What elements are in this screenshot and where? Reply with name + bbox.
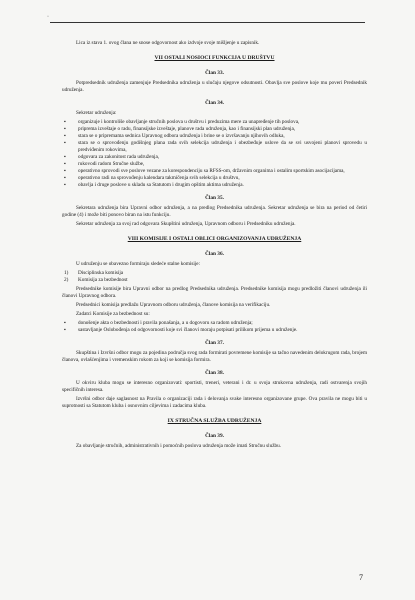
section-heading: VIII KOMISIJE I OSTALI OBLICI ORGANIZOVANJA UDRUŽENJA bbox=[127, 236, 302, 242]
paragraph: Za obavljanje stručnih, administrativnih i pomoćnih poslova udruženja može imati Stručnu službu. bbox=[76, 443, 282, 449]
bullet-item: ▪ stara se o sprovođenju godišnjeg plana rada svih selekcija udruženja i obezbeđuje uslove da se svi usvojeni planovi sprovedu u predviđenim rokovima, bbox=[62, 140, 367, 154]
document-body bbox=[62, 40, 367, 452]
item-number: 1) bbox=[64, 270, 69, 276]
numbered-item bbox=[62, 270, 367, 277]
paragraph: Sekretar udruženja: bbox=[76, 110, 117, 116]
paragraph: Predsednike komisije bira Upravni odbor na predlog Predsednika udruženja. Predsednike komisija mogu predložiti članovi udruženja ili članovi Upravnog odbora. bbox=[62, 286, 367, 299]
bullet-item: ▪ stara se o pripremama sednica Upravnog odbora udruženja i brine se o izvršavanju njihovih odluka, bbox=[62, 133, 367, 140]
numbered-list bbox=[62, 270, 367, 284]
paragraph: Skupština i Izvršni odbor mogu za pojedina područja svog rada formirati povremene komisije sa tačno navedenim delokrugom rada, brojem članova, ovlašćenjima i vremenskim rokom za koji se komisija formira. bbox=[62, 350, 367, 363]
bullet-list bbox=[62, 320, 367, 334]
article-heading: Član 36. bbox=[205, 251, 224, 257]
paragraph: Zadatci Komisije za bezbednost su: bbox=[76, 311, 150, 317]
top-mark: · bbox=[47, 14, 49, 20]
bullet-item: ▪ rukovodi radom Stručne službe, bbox=[62, 161, 367, 168]
item-number: 2) bbox=[64, 277, 69, 283]
paragraph: U udruženju se obavezno formiraju sledeće stalne komisije: bbox=[76, 261, 201, 267]
bullet-item: ▪ obavlja i druge poslove u skladu sa Statutom i drugim opštim aktima udruženja. bbox=[62, 182, 367, 189]
article-heading: Član 33. bbox=[205, 70, 224, 76]
page-number: 7 bbox=[359, 573, 363, 582]
article-heading: Član 37. bbox=[205, 340, 224, 346]
bullet-item: ▪ organizuje i kontroliše obavljanje stručnih poslova u društvu i preduzima mere za unapređenje tih poslova, bbox=[62, 119, 367, 126]
section-heading: IX STRUČNA SLUŽBA UDRUŽENJA bbox=[167, 418, 262, 424]
article-heading: Član 39. bbox=[205, 433, 224, 439]
bullet-item: ▪ operativno radi na sprovođenju kalendara takmičenja svih selekcija u društvu, bbox=[62, 175, 367, 182]
item-text: Disciplinska komisija bbox=[78, 270, 124, 276]
article-heading: Član 35. bbox=[205, 195, 224, 201]
paragraph: Izvršni odbor daje saglasnost na Pravila o organizaciji rada i delovanja svake interesno organizovane grupe. Ova pravila ne mogu biti u suprotnosti sa Statutom kluba i osnovnim ciljevima i zadacima kluba. bbox=[62, 396, 367, 409]
bullet-item: ▪ operativno sprovodi sve poslove vezane za korespondenciju sa RFSS-om, državnim organima i ostalim sportskim asocijacijama, bbox=[62, 168, 367, 175]
item-text: Komisija za bezbednost bbox=[78, 277, 128, 283]
header-rule bbox=[50, 22, 365, 23]
bullet-item: ▪ sastavljanje Oslobođenja od odgovornosti koje svi članovi moraju potpisati prilikom prijema u udruženje. bbox=[62, 327, 367, 334]
article-heading: Član 38. bbox=[205, 370, 224, 376]
section-heading: VII OSTALI NOSIOCI FUNKCIJA U DRUŠTVU bbox=[154, 55, 275, 61]
paragraph: Lica iz stava 1. ovog člana ne snose odgovornost ako izdvoje svoje mišljenje u zapisnik. bbox=[76, 40, 260, 46]
article-heading: Član 34. bbox=[205, 100, 224, 106]
bullet-item: ▪ donošenje akta o bezbednosti i pravila ponašanja, a u dogovoru sa radom udruženja; bbox=[62, 320, 367, 327]
numbered-item bbox=[62, 277, 367, 284]
paragraph: Sekretara udruženja bira Upravni odbor udruženja, a na predlog Predsednika udruženja. Sekretar udruženja se bira na period od četiri godine (4) i može biti ponovo biran na istu funkciju. bbox=[62, 205, 367, 218]
paragraph: Potpredsednik udruženja zamenjuje Predsednika udruženja u slučaju njegove odsutnosti. Obavlja sve poslove koje mu poveri Predsednik udruženja. bbox=[62, 80, 367, 93]
bullet-item: ▪ odgovara za zakonitost rada udruženja, bbox=[62, 154, 367, 161]
paragraph: U okviru kluba mogu se interesno organizovati: sportisti, treneri, veterani i dr. u svoja strukovna udruženja, radi ostvarenja svojih specifičnih interesa. bbox=[62, 380, 367, 393]
bullet-item: ▪ priprema izveštaje o radu, finansijske izveštaje, planove rada udruženja, kao i finansijski plan udruženja, bbox=[62, 126, 367, 133]
bullet-list bbox=[62, 119, 367, 189]
paragraph: Sekretar udruženja za svoj rad odgovara Skupštini udruženja, Upravnom odboru i Predsedniku udruženja. bbox=[76, 221, 296, 227]
paragraph: Predsednici komisija predlažu Upravnom odboru udruženja, članove komisija na verifikaciju. bbox=[76, 302, 271, 308]
